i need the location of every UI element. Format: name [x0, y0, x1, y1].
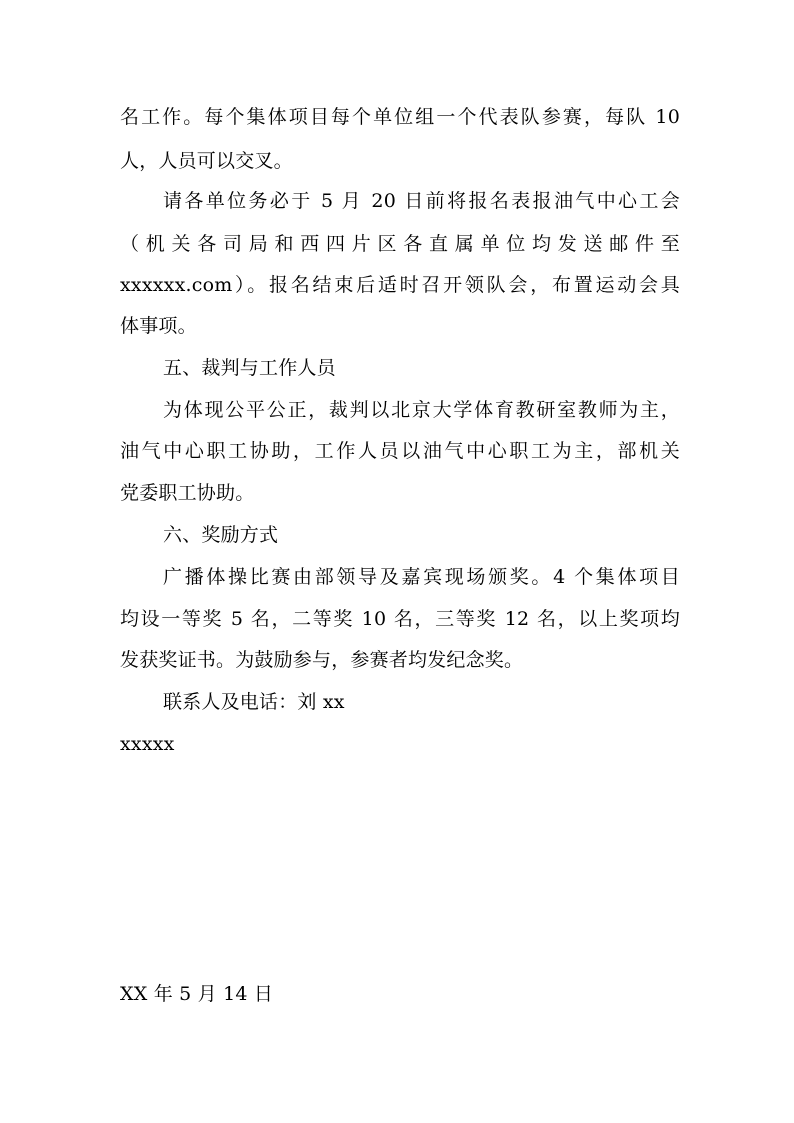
text-line: 发获奖证书。为鼓励参与，参赛者均发纪念奖。: [120, 649, 524, 671]
contact-line: 联系人及电话：刘 xx: [163, 691, 345, 713]
text-line: 人，人员可以交叉。: [120, 150, 293, 172]
paragraph-start-line: 请各单位务必于 5 月 20 日前将报名表报油气中心工会: [163, 190, 680, 212]
text-line: （机关各司局和西四片区各直属单位均发送邮件至: [120, 233, 680, 255]
text-line: xxxxxx.com）。报名结束后适时召开领队会，布置运动会具: [120, 274, 680, 296]
text-line: 名工作。每个集体项目每个单位组一个代表队参赛，每队 10: [120, 106, 680, 128]
paragraph-start-line: 为体现公平公正，裁判以北京大学体育教研室教师为主，: [163, 399, 680, 421]
contact-phone: xxxxx: [120, 733, 175, 755]
section-heading: 六、奖励方式: [163, 524, 279, 546]
paragraph-start-line: 广播体操比赛由部领导及嘉宾现场颁奖。4 个集体项目: [163, 566, 680, 588]
text-line: 均设一等奖 5 名，二等奖 10 名，三等奖 12 名，以上奖项均: [120, 608, 680, 630]
text-line: 体事项。: [120, 315, 197, 337]
section-heading: 五、裁判与工作人员: [163, 357, 336, 379]
text-line: 党委职工协助。: [120, 482, 255, 504]
document-date: XX 年 5 月 14 日: [120, 983, 274, 1005]
text-line: 油气中心职工协助，工作人员以油气中心职工为主，部机关: [120, 440, 680, 462]
